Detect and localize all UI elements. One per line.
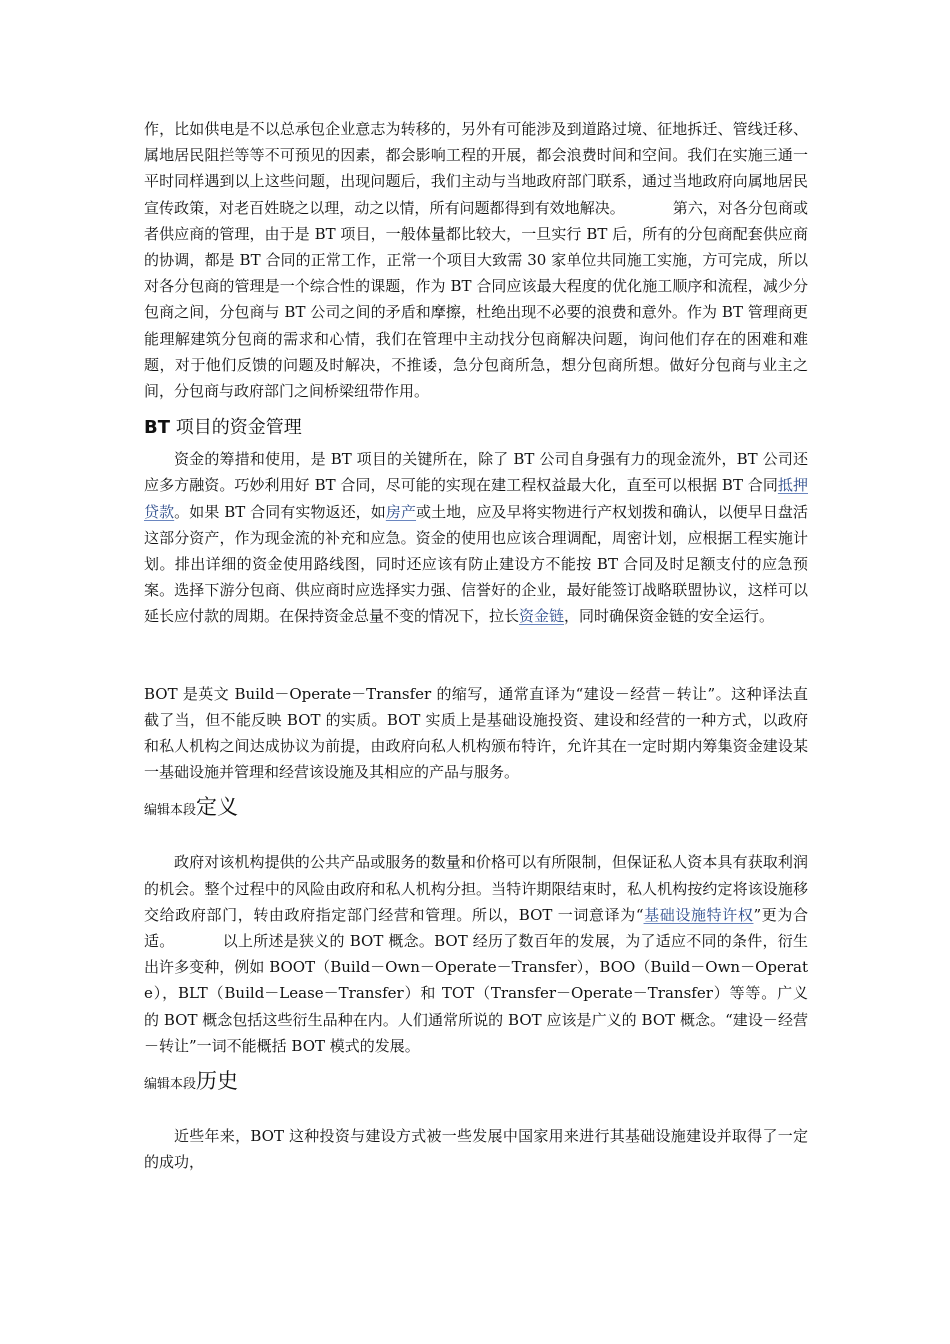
paragraph-subcontractor-management [144,116,808,404]
paragraph-fund-management [144,446,808,629]
edit-section-label[interactable]: 编辑本段 [144,1077,197,1093]
paragraph-bot-definition [144,849,808,1059]
heading-bt-text: 项目的资金管理 [170,417,302,439]
paragraph-text: 或土地，应及早将实物进行产权划拨和确认，以便早日盘活这部分资产，作为现金流的补充和应急。资金的使用也应该合理调配，周密计划，应根据工程实施计划。排出详细的资金使用路线图，同时还应该有防止建设方不能按 BT 合同及时足额支付的应急预案。选择下游分包商、供应商时应选择实力强、信誉好的企业，最好能签订战略联盟协议，这样可以延长应付款的周期。在保持资金总量不变的情况下，拉长 [144,502,808,626]
paragraph-text: BOT 是英文 Build－Operate－Transfer 的缩写，通常直译为“建设－经营－转让”。这种译法直截了当，但不能反映 BOT 的实质。BOT 实质上是基础设施投资、建设和经营的一种方式，以政府和私人机构之间达成协议为前提，由政府向私人机构颁布特许，允许其在一定时期内筹集资金建设某一基础设施并管理和经营该设施及其相应的产品与服务。 [144,684,808,782]
paragraph-text: 以上所述是狭义的 BOT 概念。BOT 经历了数百年的发展，为了适应不同的条件，衍生出许多变种，例如 BOOT（Build－Own－Operate－Transfer），BOO（Build－Own－Operate），BLT（Build－Lease－Transfer）和 TOT（Transfer－Operate－Transfer）等等。广义的 BOT 概念包括这些衍生品种在内。人们通常所说的 BOT 应该是广义的 BOT 概念。“建设－经营－转让”一词不能概括 BOT 模式的发展。 [144,932,808,1055]
paragraph-text: 政府对该机构提供的公共产品或服务的数量和价格可以有所限制，但保证私人资本具有获取利润的机会。整个过程中的风险由政府和私人机构分担。当特许期限结束时，私人机构按约定将该设施移交给政府部门，转由政府指定部门经营和管理。所以，BOT 一词意译为“ [144,853,808,924]
paragraph-text: ，同时确保资金链的安全运行。 [564,607,775,626]
heading-bt-prefix: BT [144,417,170,439]
section-title-text: 定义 [196,795,239,820]
paragraph-bot-history [144,1123,808,1175]
paragraph-text: 第六，对各分包商或者供应商的管理，由于是 BT 项目，一般体量都比较大，一旦实行 BT 后，所有的分包商配套供应商的协调，都是 BT 合同的正常工作，正常一个项目大致需 30 家单位共同施工实施，方可完成，所以对各分包商的管理是一个综合性的课题，作为 BT 合同应该最大程度的优化施工顺序和流程，减少分包商之间，分包商与 BT 公司之间的矛盾和摩擦，杜绝出现不必要的浪费和意外。作为 BT 管理商更能理解建筑分包商的需求和心情，我们在管理中主动找分包商解决问题，询问他们存在的困难和难题，对于他们反馈的问题及时解决，不推诿，急分包商所急，想分包商所想。做好分包商与业主之间，分包商与政府部门之间桥梁纽带作用。 [144,198,808,401]
section-title-history [144,1065,808,1095]
link-infrastructure-franchise[interactable]: 基础设施特许权 [643,905,754,924]
section-title-text: 历史 [196,1069,239,1094]
spacer [144,821,808,849]
paragraph-text: 近些年来，BOT 这种投资与建设方式被一些发展中国家用来进行其基础设施建设并取得了一定的成功， [144,1127,808,1172]
paragraph-bot-intro [144,681,808,786]
spacer [144,630,808,681]
heading-bt-fund-management [144,416,808,440]
paragraph-text: 。如果 BT 合同有实物返还，如 [174,502,386,521]
link-mortgage-loan[interactable]: 抵押贷款 [144,476,808,521]
paragraph-text: 资金的筹措和使用，是 BT 项目的关键所在，除了 BT 公司自身强有力的现金流外，BT 公司还应多方融资。巧妙利用好 BT 合同，尽可能的实现在建工程权益最大化，直至可以根据 BT 合同 [144,450,808,495]
link-real-estate[interactable]: 房产 [385,502,417,521]
spacer [144,1095,808,1123]
paragraph-text: ”更为合适。 [144,905,808,951]
section-title-definition [144,791,808,821]
edit-section-label[interactable]: 编辑本段 [144,803,197,819]
paragraph-text: 作，比如供电是不以总承包企业意志为转移的，另外有可能涉及到道路过境、征地拆迁、管线迁移、属地居民阻拦等等不可预见的因素，都会影响工程的开展，都会浪费时间和空间。我们在实施三通一平时同样遇到以上这些问题，出现问题后，我们主动与当地政府部门联系，通过当地政府向属地居民宣传政策，对老百姓晓之以理，动之以情，所有问题都得到有效地解决。 [144,120,808,217]
link-capital-chain[interactable]: 资金链 [519,607,565,626]
